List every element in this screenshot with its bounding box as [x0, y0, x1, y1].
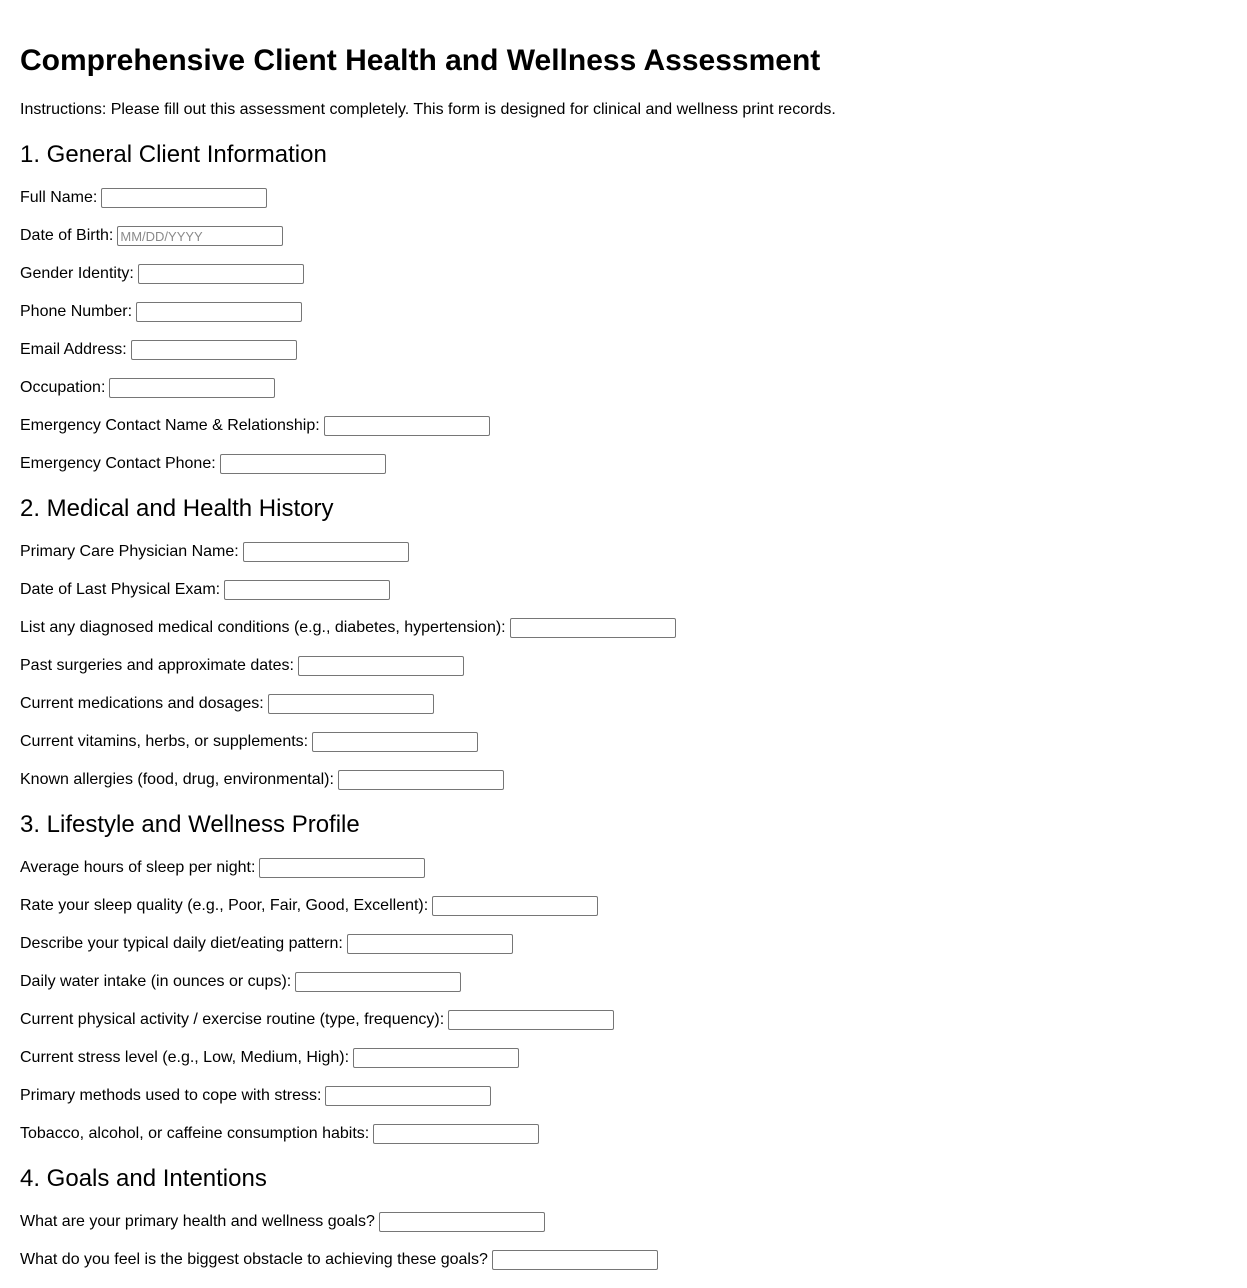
- last-physical-exam-input[interactable]: [224, 580, 390, 600]
- diagnosed-conditions-input[interactable]: [510, 618, 676, 638]
- field-occupation: [20, 377, 1227, 399]
- field-label: What are your primary health and wellness goals?: [20, 1213, 375, 1230]
- stress-coping-input[interactable]: [325, 1086, 491, 1106]
- date-of-birth-input[interactable]: [117, 226, 283, 246]
- field-label: Emergency Contact Phone:: [20, 455, 216, 472]
- field-label: Gender Identity:: [20, 265, 134, 282]
- field-supplements: [20, 731, 1227, 753]
- section-heading: 2. Medical and Health History: [20, 495, 334, 522]
- wellness-goals-input[interactable]: [379, 1212, 545, 1232]
- field-label: Current vitamins, herbs, or supplements:: [20, 733, 309, 750]
- field-stress-level: [20, 1047, 1227, 1069]
- field-diagnosed-conditions: [20, 617, 1227, 639]
- section-medical-history: [20, 495, 1227, 791]
- field-diet-pattern: [20, 933, 1227, 955]
- biggest-obstacle-input[interactable]: [492, 1250, 658, 1270]
- field-label: Current stress level (e.g., Low, Medium, High):: [20, 1049, 350, 1066]
- current-medications-input[interactable]: [268, 694, 434, 714]
- field-label: Rate your sleep quality (e.g., Poor, Fair, Good, Excellent):: [20, 897, 429, 914]
- field-label: Date of Birth:: [20, 227, 114, 244]
- sleep-quality-input[interactable]: [432, 896, 598, 916]
- field-label: Known allergies (food, drug, environmental):: [20, 771, 334, 788]
- field-wellness-goals: [20, 1211, 1227, 1233]
- field-last-physical-exam: [20, 579, 1227, 601]
- field-label: Past surgeries and approximate dates:: [20, 657, 294, 674]
- supplements-input[interactable]: [312, 732, 478, 752]
- past-surgeries-input[interactable]: [298, 656, 464, 676]
- field-biggest-obstacle: [20, 1249, 1227, 1271]
- field-emergency-contact-phone: [20, 453, 1227, 475]
- field-consumption-habits: [20, 1123, 1227, 1145]
- field-stress-coping: [20, 1085, 1227, 1107]
- emergency-contact-name-input[interactable]: [324, 416, 490, 436]
- stress-level-input[interactable]: [353, 1048, 519, 1068]
- gender-identity-input[interactable]: [138, 264, 304, 284]
- field-label: Date of Last Physical Exam:: [20, 581, 221, 598]
- phone-number-input[interactable]: [136, 302, 302, 322]
- field-current-medications: [20, 693, 1227, 715]
- field-sleep-hours: [20, 857, 1227, 879]
- section-heading: 4. Goals and Intentions: [20, 1165, 267, 1192]
- field-label: Email Address:: [20, 341, 127, 358]
- field-label: Emergency Contact Name & Relationship:: [20, 417, 320, 434]
- section-lifestyle-profile: [20, 811, 1227, 1145]
- section-heading: 3. Lifestyle and Wellness Profile: [20, 811, 360, 838]
- known-allergies-input[interactable]: [338, 770, 504, 790]
- field-label: Full Name:: [20, 189, 98, 206]
- field-past-surgeries: [20, 655, 1227, 677]
- exercise-routine-input[interactable]: [448, 1010, 614, 1030]
- field-full-name: [20, 187, 1227, 209]
- instructions-text: Instructions: Please fill out this assessment completely. This form is designed for clinical and wellness print records.: [20, 101, 836, 118]
- field-label: Average hours of sleep per night:: [20, 859, 256, 876]
- field-label: Describe your typical daily diet/eating pattern:: [20, 935, 343, 952]
- field-label: Primary Care Physician Name:: [20, 543, 239, 560]
- section-general-info: [20, 141, 1227, 475]
- diet-pattern-input[interactable]: [347, 934, 513, 954]
- field-label: Daily water intake (in ounces or cups):: [20, 973, 292, 990]
- primary-care-physician-input[interactable]: [243, 542, 409, 562]
- email-address-input[interactable]: [131, 340, 297, 360]
- field-exercise-routine: [20, 1009, 1227, 1031]
- section-goals: [20, 1165, 1227, 1271]
- field-phone-number: [20, 301, 1227, 323]
- field-label: Current physical activity / exercise routine (type, frequency):: [20, 1011, 445, 1028]
- field-email-address: [20, 339, 1227, 361]
- section-heading: 1. General Client Information: [20, 141, 327, 168]
- field-label: What do you feel is the biggest obstacle to achieving these goals?: [20, 1251, 488, 1268]
- field-label: Occupation:: [20, 379, 106, 396]
- field-water-intake: [20, 971, 1227, 993]
- field-primary-care-physician: [20, 541, 1227, 563]
- field-label: Primary methods used to cope with stress:: [20, 1087, 322, 1104]
- field-emergency-contact-name: [20, 415, 1227, 437]
- occupation-input[interactable]: [109, 378, 275, 398]
- field-known-allergies: [20, 769, 1227, 791]
- emergency-contact-phone-input[interactable]: [220, 454, 386, 474]
- field-label: Tobacco, alcohol, or caffeine consumption habits:: [20, 1125, 370, 1142]
- consumption-habits-input[interactable]: [373, 1124, 539, 1144]
- page-title: Comprehensive Client Health and Wellness Assessment: [20, 44, 821, 77]
- sleep-hours-input[interactable]: [259, 858, 425, 878]
- field-label: List any diagnosed medical conditions (e.g., diabetes, hypertension):: [20, 619, 506, 636]
- field-sleep-quality: [20, 895, 1227, 917]
- field-label: Phone Number:: [20, 303, 133, 320]
- water-intake-input[interactable]: [295, 972, 461, 992]
- full-name-input[interactable]: [101, 188, 267, 208]
- field-gender-identity: [20, 263, 1227, 285]
- field-date-of-birth: [20, 225, 1227, 247]
- field-label: Current medications and dosages:: [20, 695, 264, 712]
